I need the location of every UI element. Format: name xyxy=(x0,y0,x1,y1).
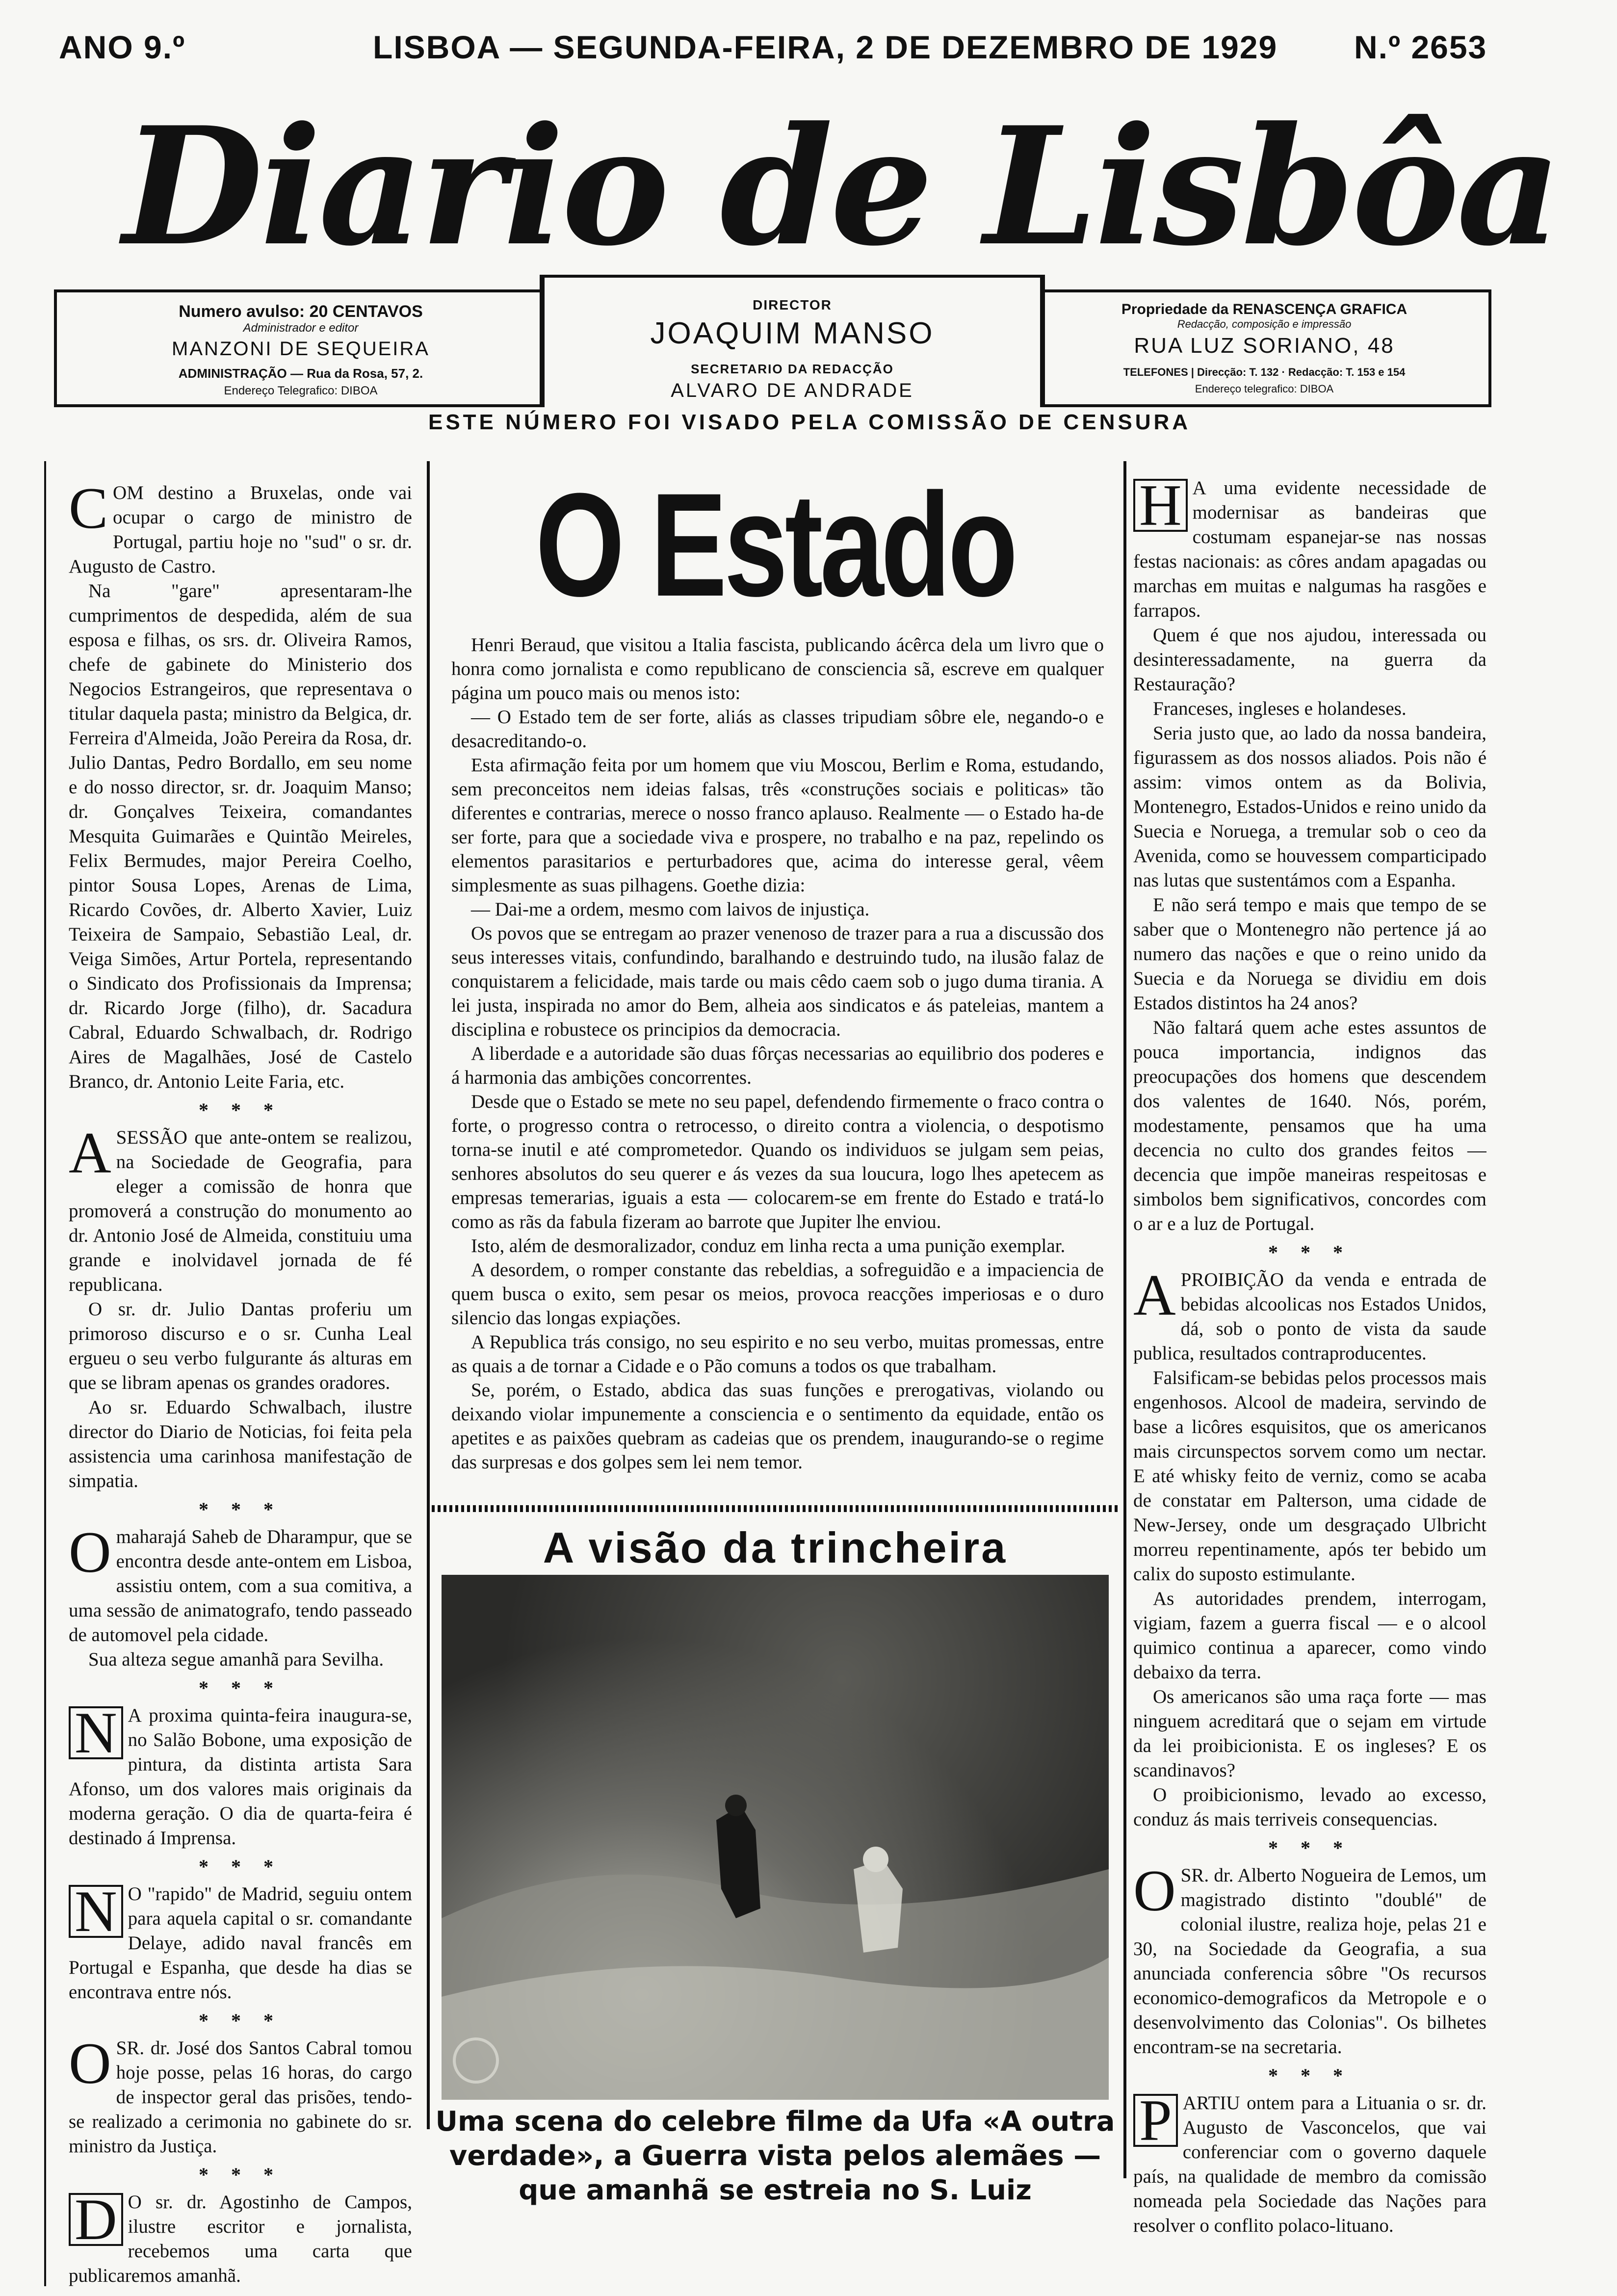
news-cabral: OSR. dr. José dos Santos Cabral tomou hoje posse, pelas 16 horas, do cargo de inspector geral das prisões, tendo-se realizado a cerimonia no gabinete do sr. ministro da Justiça. xyxy=(69,2031,412,2157)
separator-stars: * * * xyxy=(199,1099,282,1121)
news-maharaja: Omaharajá Saheb de Dharampur, que se encontra desde ante-ontem em Lisboa, assistiu ontem, com a sua comitiva, a uma sessão de animatografo, tendo passeado de automovel pela cidade. xyxy=(69,1519,412,1645)
masthead-title: Diario de Lisbôa xyxy=(123,91,1559,282)
news-bandeiras-4: Seria justo que, ao lado da nossa bandeira, figurassem as dos nossos aliados. Pois não é assim: vimos ontem as da Bolivia, Montenegro, Estados-Unidos e reino unido da Suecia e Noruega, a tremular sob o ceo da Avenida, como se houvessem comparticipado nas lutas que sustentámos com a Espanha. xyxy=(1133,723,1487,891)
news-sessao-cont-1: O sr. dr. Julio Dantas proferiu um primoroso discurso e o sr. Cunha Leal ergueu o seu verbo fulgurante ás alturas em que se libram apenas os grandes oradores. xyxy=(69,1299,412,1393)
dateline: LISBOA — SEGUNDA-FEIRA, 2 DE DEZEMBRO DE 1929 xyxy=(373,29,1278,65)
editorial-p3: Esta afirmação feita por um homem que viu Moscou, Berlim e Roma, estudando, sem preconceitos nem ideias falsas, três «construções sociais e politicas» tão diferentes e contrarias, merece o nosso franco aplauso. Realmente — o Estado ha-de ser forte, para que a sociedade viva e prospere, no trabalho e na paz, repelindo os elementos parasitarios e perturbadores que, acima do interesse geral, vêem simplesmente as suas pilhagens. Goethe dizia: xyxy=(451,755,1104,896)
editorial-p4: — Dai-me a ordem, mesmo com laivos de injustiça. xyxy=(471,899,870,920)
separator-stars: * * * xyxy=(199,1498,282,1520)
news-exposicao: N A proxima quinta-feira inaugura-se, no Salão Bobone, uma exposição de pintura, da distinta artista Sara Afonso, um dos valores mais originais da moderna geração. O dia de quarta-feira é destinado á Imprensa. xyxy=(69,1700,412,1849)
column-rule-2 xyxy=(1123,461,1126,2178)
section-divider xyxy=(432,1505,1119,1512)
news-proibicao: APROIBIÇÃO da venda e entrada de bebidas alcoolicas nos Estados Unidos, dá, sob o ponto de vista da saude publica, resultados contraproducentes. xyxy=(1133,1262,1487,1364)
news-sessao: ASESSÃO que ante-ontem se realizou, na Sociedade de Geografia, para eleger a comissão de honra que promoverá a construção do monumento ao dr. Antonio José de Almeida, constituiu uma grande e inolvidavel jornada de fé republicana. xyxy=(69,1120,412,1295)
director-name: JOAQUIM MANSO xyxy=(650,316,935,350)
news-proibicao-2: Falsificam-se bebidas pelos processos mais engenhosos. Alcool de madeira, servindo de base a licôres esquisitos, que os americanos mais circunspectos sorvem como um nectar. E até whisky feito de verniz, como se acaba de constatar em Palterson, uma cidade de New-Jersey, onde um desgraçado Ulbricht morreu repentinamente, após ter bebido um calix do suposto estimulante. xyxy=(1133,1367,1487,1585)
photo-headline: A visão da trincheira xyxy=(543,1523,1008,1572)
editorial-p9: A desordem, o romper constante das rebeldias, a sofreguidão e a impaciencia de quem busca o exito, sem pesar os meios, provoca reacções imperiosas e o duro silencio das longas expiações. xyxy=(451,1259,1104,1329)
film-still-photo xyxy=(442,1575,1109,2100)
news-bandeiras-3: Franceses, ingleses e holandeses. xyxy=(1153,698,1407,719)
news-proibicao-5: O proibicionismo, levado ao excesso, conduz ás mais terriveis consequencias. xyxy=(1133,1784,1487,1830)
news-sessao-cont-2: Ao sr. Eduardo Schwalbach, ilustre director do Diario de Noticias, foi feita pela assistencia uma carinhosa manifestação de simpatia. xyxy=(69,1397,412,1491)
separator-stars: * * * xyxy=(1268,1837,1352,1859)
price-line: Numero avulso: 20 CENTAVOS xyxy=(179,302,423,321)
news-proibicao-3: As autoridades prendem, interrogam, vigiam, fazem a guerra fiscal — e o alcool quimico continua a aparecer, como vindo debaixo da terra. xyxy=(1133,1588,1487,1683)
editorial-p6: A liberdade e a autoridade são duas fôrças necessarias ao equilibrio dos poderes e á harmonia das ambições concorrentes. xyxy=(451,1043,1104,1088)
secretary-name: ALVARO DE ANDRADE xyxy=(671,380,914,401)
secretary-label: SECRETARIO DA REDACÇÃO xyxy=(691,362,894,376)
news-lituania: P ARTIU ontem para a Lituania o sr. dr. Augusto de Vasconcelos, que vai conferenciar com o governo daquele país, na qualidade de membro da comissão nomeada pela Sociedade das Nações para resolver o conflito polaco-lituano. xyxy=(1133,2087,1487,2236)
news-bandeiras: H A uma evidente necessidade de modernisar as bandeiras que costumam espanejar-se nas nossas festas nacionais: as côres andam apagadas ou marchas em muitas e nalgumas ha rasgões e farrapos. xyxy=(1133,476,1487,621)
dateline-bar xyxy=(59,28,1487,68)
editorial-p7: Desde que o Estado se mete no seu papel, defendendo firmemente o fraco contra o forte, o progresso contra o retrocesso, o direito contra a violencia, o despotismo torna-se inutil e até comprometedor. Quando os individuos se julgam sem peias, senhores absolutos do seu querer e ás vezes da sua loucura, logo lhes apetecem as empresas temerarias, iguais a esta — colocarem-se em frente do Estado e tratá-lo como as rãs da fabula fizeram ao barrote que Jupiter lhe enviou. xyxy=(451,1091,1104,1232)
telegraph-line: Endereço telegrafico: DIBOA xyxy=(1195,383,1334,395)
editorial-p1: Henri Beraud, que visitou a Italia fascista, publicando ácêrca dela um livro que o honra como jornalista e como republicano de consciencia sã, escreve em qualquer página um pouco mais ou menos isto: xyxy=(451,634,1104,704)
news-rapido: N O "rapido" de Madrid, seguiu ontem para aquela capital o sr. comandante Delaye, adido naval francês em Portugal e Espanha, que desde ha dias se encontrava entre nós. xyxy=(69,1879,412,2003)
censorship-notice: ESTE NÚMERO FOI VISADO PELA COMISSÃO DE CENSURA xyxy=(428,410,1191,434)
news-maharaja-cont: Sua alteza segue amanhã para Sevilha. xyxy=(88,1649,384,1670)
press-line: Redacção, composição e impressão xyxy=(1177,318,1352,330)
news-bandeiras-5: E não será tempo e mais que tempo de se saber que o Montenegro não pertence já ao numero das nações e que o reino unido da Suecia e da Noruega se dividiu em dois Estados distintos ha 24 anos? xyxy=(1133,894,1487,1014)
separator-stars: * * * xyxy=(199,2009,282,2032)
box-pricing xyxy=(54,289,545,407)
editor-name: MANZONI DE SEQUEIRA xyxy=(172,338,430,360)
box-property xyxy=(1040,289,1491,407)
editorial-headline: O Estado xyxy=(535,462,1015,627)
editorial-p2: — O Estado tem de ser forte, aliás as classes tripudiam sôbre ele, negando-o e desacreditando-o. xyxy=(451,706,1104,752)
news-campos: D O sr. dr. Agostinho de Campos, ilustre escritor e jornalista, recebemos uma carta que publicaremos amanhã. xyxy=(69,2187,412,2286)
separator-stars: * * * xyxy=(1268,1241,1352,1263)
news-bandeiras-6: Não faltará quem ache estes assuntos de pouca importancia, indignos das preocupações dos homens que descendem dos valentes de 1640. Nós, porém, modestamente, pensamos que ha uma decencia no culto dos grandes feitos — decencia que impõe maneiras respeitosas e simbolos bem significativos, concordes com o ar e a luz de Portugal. xyxy=(1133,1017,1487,1234)
editorial-p8: Isto, além de desmoralizador, conduz em linha recta a uma punição exemplar. xyxy=(471,1235,1066,1256)
editorial-p11: Se, porém, o Estado, abdica das suas funções e prerogativas, violando ou deixando violar impunemente a consciencia e o sentimento da equidade, então os apetites e as paixões quebram as cadeias que os prendem, inaugurando-se o regime das surpresas e dos golpes sem lei nem temor. xyxy=(451,1380,1104,1473)
right-column xyxy=(1133,476,1487,2286)
issue-number: N.º 2653 xyxy=(1354,29,1487,65)
owner-line: Propriedade da RENASCENÇA GRAFICA xyxy=(1121,301,1408,317)
news-bruxelas: COM destino a Bruxelas, onde vai ocupar o cargo de ministro de Portugal, partiu hoje no "sud" o sr. dr. Augusto de Castro. xyxy=(69,481,412,577)
press-address: RUA LUZ SORIANO, 48 xyxy=(1134,334,1395,358)
director-label: DIRECTOR xyxy=(753,297,832,313)
separator-stars: * * * xyxy=(199,1855,282,1878)
news-bandeiras-2: Quem é que nos ajudou, interessada ou desinteressadamente, na guerra da Restauração? xyxy=(1133,625,1487,695)
left-frame-rule xyxy=(44,461,46,2286)
editorial-body xyxy=(451,633,1104,1501)
separator-stars: * * * xyxy=(1268,2064,1352,2087)
box-direction xyxy=(540,275,1045,407)
editorial-p5: Os povos que se entregam ao prazer venenoso de trazer para a rua a discussão dos seus interesses vitais, confundindo, baralhando e destruindo tudo, na ilusão falaz de conquistarem a felicidade, mais tarde ou mais cêdo caem sob o jugo duma tirania. A lei justa, inspirada no amor do Bem, alheia aos sindicatos e ás pateleias, mantem a disciplina e robustece os principios da democracia. xyxy=(451,923,1104,1040)
photo-caption: Uma scena do celebre filme da Ufa «A outra verdade», a Guerra vista pelos alemães — que amanhã se estreia no S. Luiz xyxy=(435,2106,1115,2206)
editorial-p10: A Republica trás consigo, no seu espirito e no seu verbo, muitas promessas, entre as quais a de tornar a Cidade e o Pão comuns a todos os que trabalham. xyxy=(451,1331,1104,1377)
phone-numbers: TELEFONES | Direcção: T. 132 · Redacção: T. 153 e 154 xyxy=(1123,366,1406,378)
news-proibicao-4: Os americanos são uma raça forte — mas ninguem acreditará que o sejam em virtude da lei proibicionista. E os ingleses? E os scandinavos? xyxy=(1133,1686,1487,1781)
left-column xyxy=(69,481,412,2286)
news-bruxelas-cont: Na "gare" apresentaram-lhe cumprimentos de despedida, além de sua esposa e filhas, os srs. dr. Oliveira Ramos, chefe de gabinete do Ministerio dos Negocios Estrangeiros, que representava o titular daquela pasta; ministro da Belgica, dr. Ferreira d'Almeida, João Pereira da Rosa, dr. Julio Dantas, Pedro Bordallo, em seu nome e do nosso director, sr. dr. Joaquim Manso; dr. Gonçalves Teixeira, comandantes Mesquita Guimarães e Quintão Meireles, Felix Bermudes, major Pereira Coelho, pintor Sousa Lopes, Arenas de Lima, Ricardo Covões, dr. Alberto Xavier, Luiz Teixeira de Sampaio, Sebastião Leal, dr. Veiga Simões, Artur Portela, representando o Sindicato dos Profissionais da Imprensa; dr. Ricardo Jorge (filho), dr. Sacadura Cabral, Eduardo Schwalbach, dr. Rodrigo Aires de Magalhães, José de Castelo Branco, dr. Antonio Leite Faria, etc. xyxy=(69,580,412,1092)
separator-stars: * * * xyxy=(199,1677,282,1699)
news-conferencia: OSR. dr. Alberto Nogueira de Lemos, um magistrado distinto "doublé" de colonial ilustre, realiza hoje, pelas 21 e 30, na Sociedade da Geografia, a sua anunciada conferencia sôbre "Os recursos economico-demograficos da Metropole e o desenvolvimento das Colonias". Os bilhetes encontram-se na secretaria. xyxy=(1133,1858,1487,2058)
telegraph-address: Endereço Telegrafico: DIBOA xyxy=(224,384,378,397)
column-rule-1 xyxy=(427,461,430,2129)
admin-address: ADMINISTRAÇÃO — Rua da Rosa, 57, 2. xyxy=(178,366,423,381)
trench-scene-image xyxy=(442,1575,1109,2100)
separator-stars: * * * xyxy=(199,2164,282,2186)
editor-role: Administrador e editor xyxy=(243,321,359,335)
year-label: ANO 9.º xyxy=(59,29,186,65)
